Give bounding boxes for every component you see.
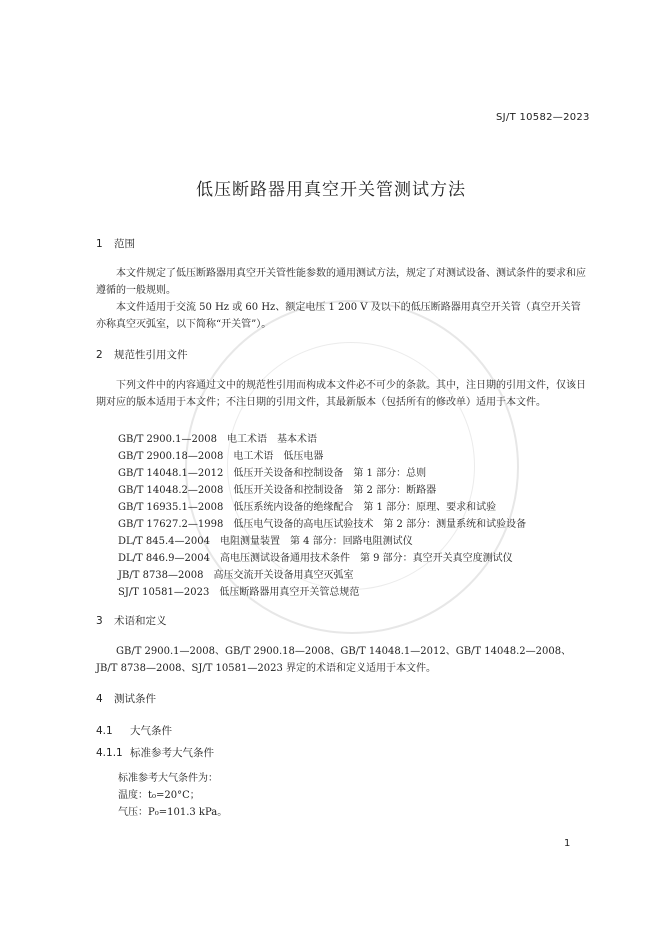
reference-item: GB/T 14048.2—2008 低压开关设备和控制设备 第 2 部分：断路器: [118, 485, 437, 496]
reference-item: DL/T 846.9—2004 高电压测试设备通用技术条件 第 9 部分：真空开关真空度测试仪: [118, 553, 513, 564]
page-number: 1: [564, 838, 571, 849]
section-number: 3: [96, 615, 103, 627]
section-4-1-heading: [96, 723, 172, 738]
section-title: 大气条件: [130, 725, 172, 737]
reference-item: DL/T 845.4—2004 电阻测量装置 第 4 部分：回路电阻测试仪: [118, 536, 413, 547]
temperature-condition: 温度：t₀=20°C；: [118, 790, 200, 801]
standard-code: SJ/T 10582—2023: [496, 112, 590, 123]
section-3-heading: [96, 613, 167, 628]
section-number: 4.1.1: [96, 747, 123, 759]
section-title: 规范性引用文件: [114, 349, 188, 361]
section-number: 2: [96, 349, 103, 361]
section-2-heading: [96, 347, 188, 362]
reference-item: GB/T 14048.1—2012 低压开关设备和控制设备 第 1 部分：总则: [118, 468, 427, 479]
section-4-heading: [96, 691, 156, 706]
section-1-heading: [96, 236, 135, 251]
section-4-1-1-heading: [96, 745, 214, 760]
pressure-condition: 气压：P₀=101.3 kPa。: [118, 807, 228, 818]
section-3-paragraph-1: GB/T 2900.1—2008、GB/T 2900.18—2008、GB/T 14048.1—2012、GB/T 14048.2—2008、JB/T 8738—2008、SJ/T 10581—2023 界定的术语和定义适用于本文件。: [96, 646, 572, 674]
section-2-paragraph-1: 下列文件中的内容通过文中的规范性引用而构成本文件必不可少的条款。其中，注日期的引用文件，仅该日期对应的版本适用于本文件；不注日期的引用文件，其最新版本（包括所有的修改单）适用于本文件。: [96, 380, 586, 408]
section-number: 4: [96, 693, 103, 705]
document-title: 低压断路器用真空开关管测试方法: [196, 180, 466, 200]
reference-item: JB/T 8738—2008 高压交流开关设备用真空灭弧室: [118, 570, 354, 581]
reference-item: GB/T 2900.1—2008 电工术语 基本术语: [118, 434, 317, 445]
section-title: 测试条件: [114, 693, 156, 705]
section-title: 范围: [114, 238, 135, 250]
section-title: 标准参考大气条件: [130, 747, 214, 759]
section-number: 1: [96, 238, 103, 250]
section-1-paragraph-1: 本文件规定了低压断路器用真空开关管性能参数的通用测试方法，规定了对测试设备、测试条件的要求和应遵循的一般规则。: [96, 268, 586, 296]
section-1-paragraph-2: 本文件适用于交流 50 Hz 或 60 Hz、额定电压 1 200 V 及以下的低压断路器用真空开关管（真空开关管亦称真空灭弧室，以下简称“开关管”）。: [96, 302, 581, 330]
reference-item: GB/T 16935.1—2008 低压系统内设备的绝缘配合 第 1 部分：原理、要求和试验: [118, 502, 497, 513]
reference-item: GB/T 17627.2—1998 低压电气设备的高电压试验技术 第 2 部分：测量系统和试验设备: [118, 519, 527, 530]
reference-item: GB/T 2900.18—2008 电工术语 低压电器: [118, 451, 324, 462]
section-number: 4.1: [96, 725, 113, 737]
conditions-intro: 标准参考大气条件为：: [118, 773, 218, 784]
section-title: 术语和定义: [114, 615, 167, 627]
reference-item: SJ/T 10581—2023 低压断路器用真空开关管总规范: [118, 587, 360, 598]
